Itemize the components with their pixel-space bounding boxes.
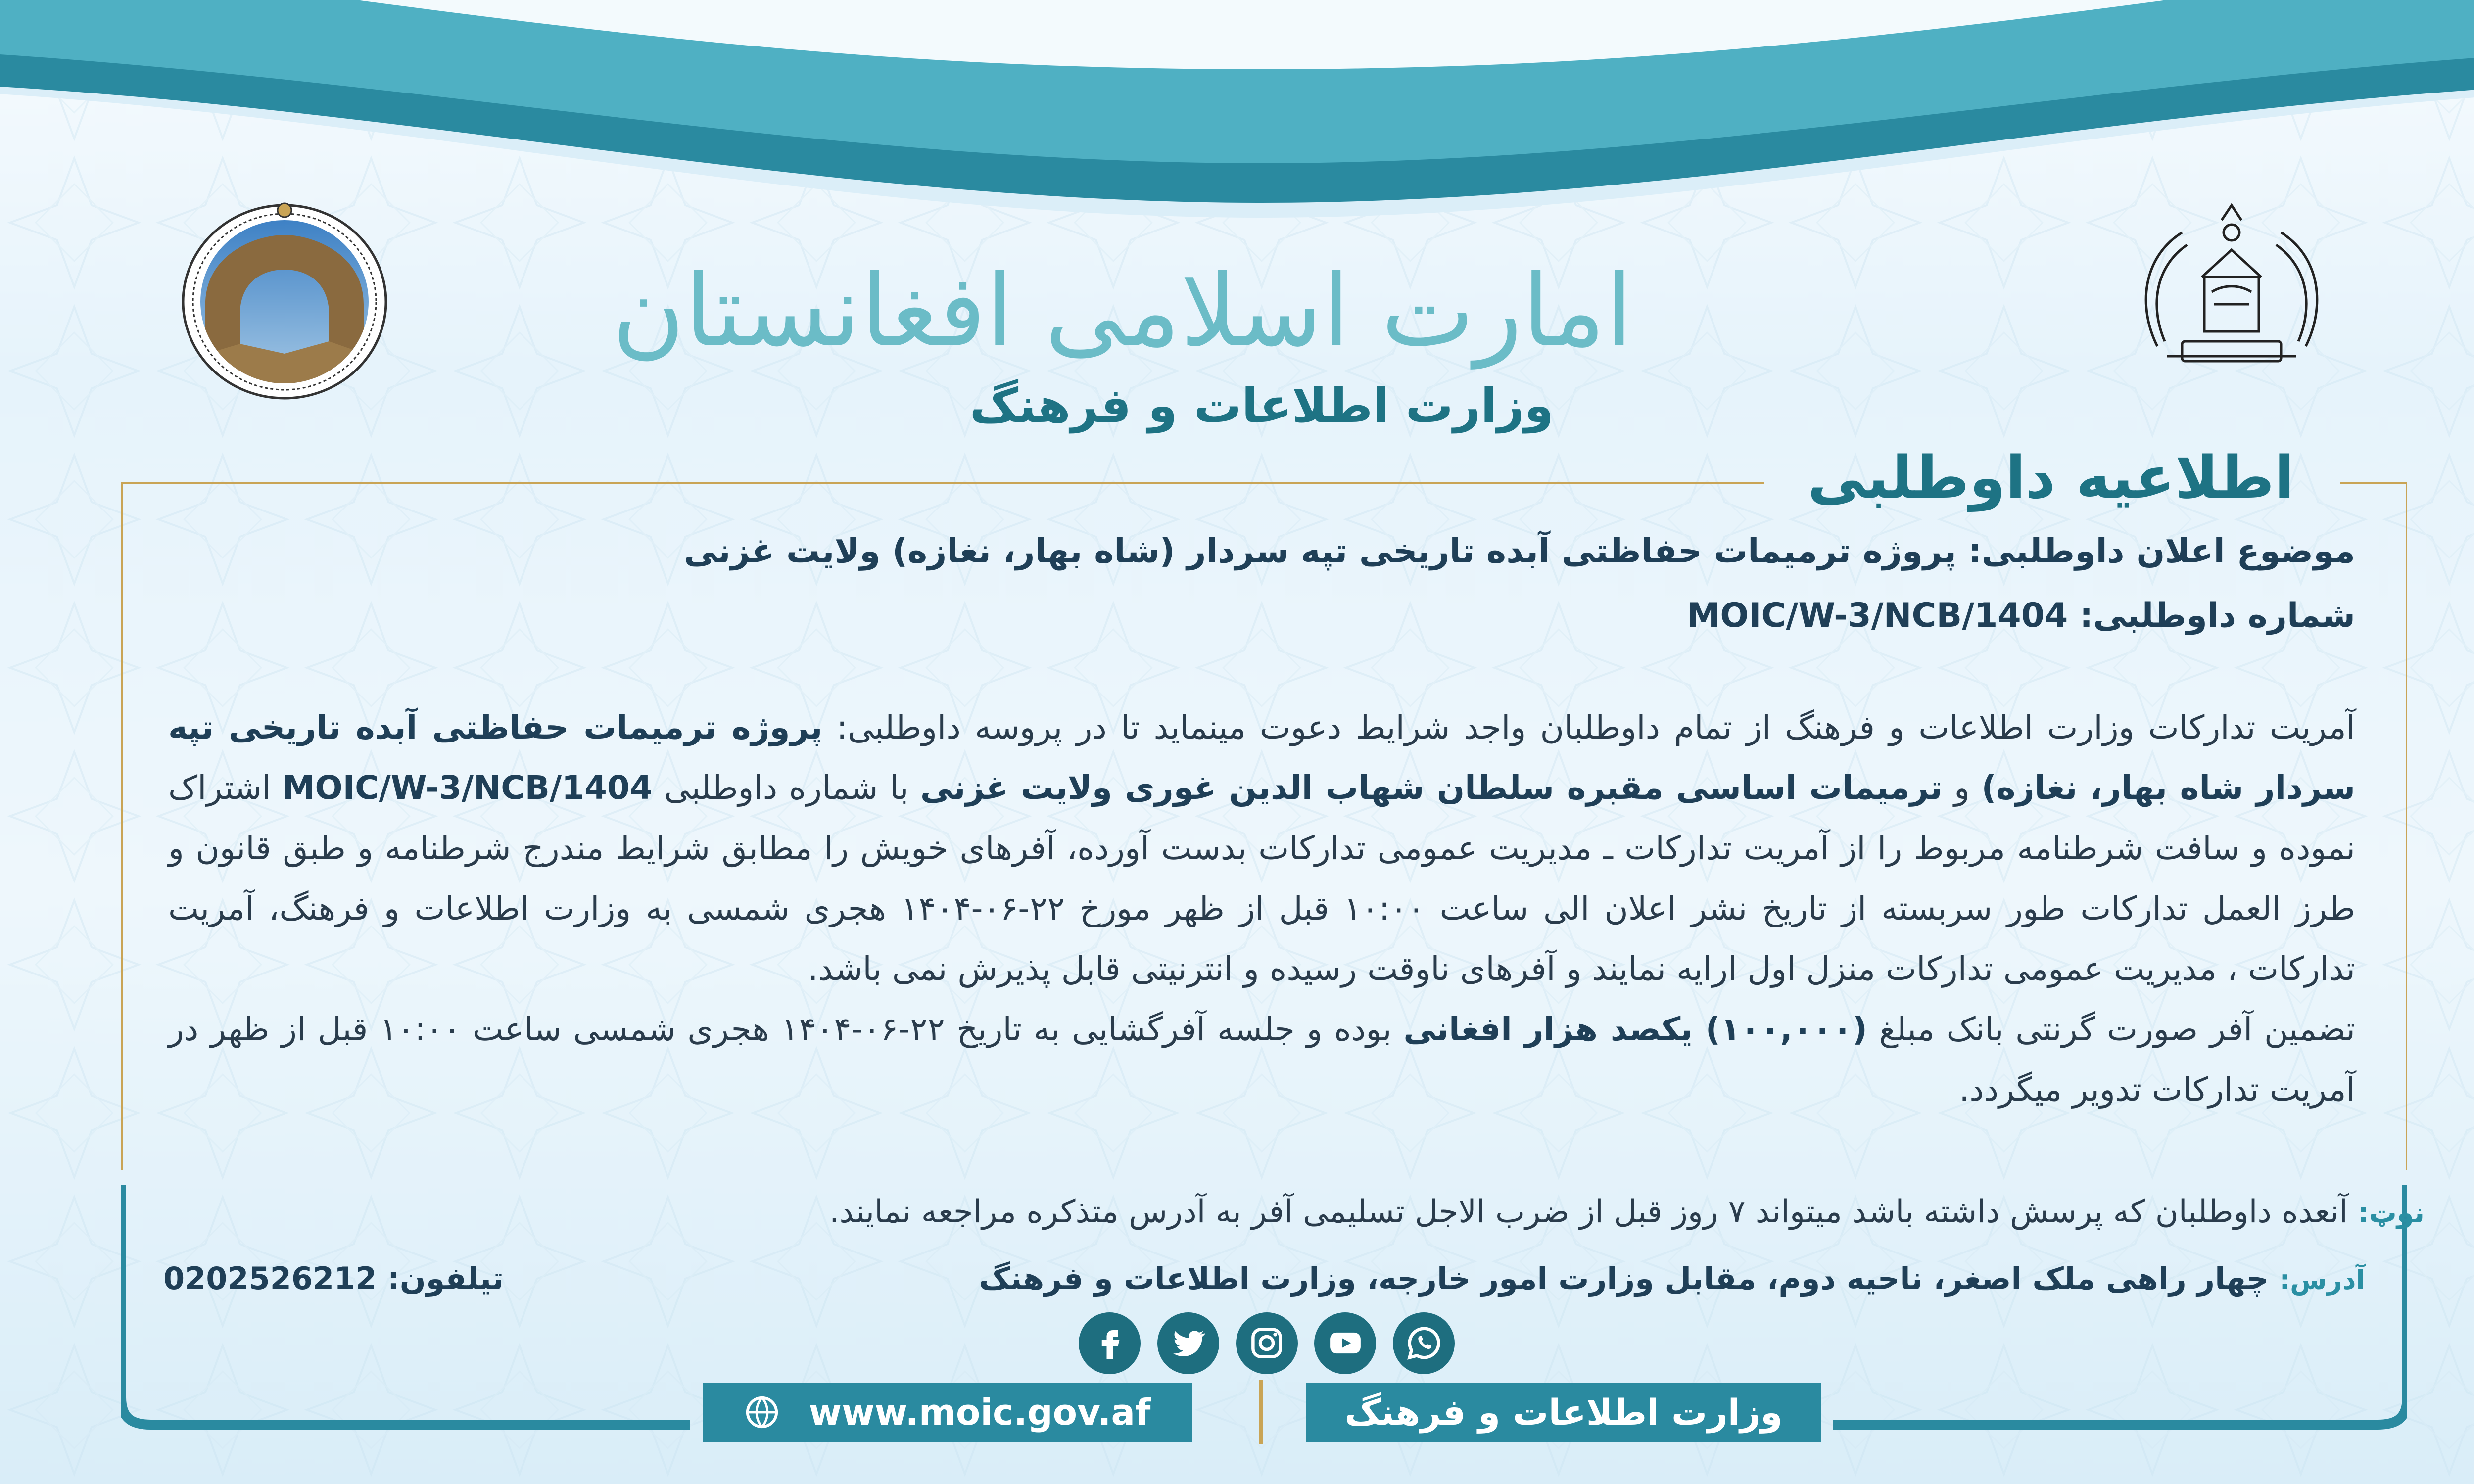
tender-number-value: MOIC/W-3/NCB/1404 — [1686, 596, 2068, 635]
website-url[interactable]: www.moic.gov.af — [809, 1391, 1151, 1433]
historic-arch-seal-icon — [171, 195, 398, 403]
phone-value: 0202526212 — [163, 1260, 377, 1297]
address-label: آدرس: — [2279, 1264, 2365, 1296]
instagram-icon — [1247, 1324, 1286, 1362]
phone-line — [163, 1249, 609, 1308]
emirate-calligraphy-title: امارت اسلامی افغانستان — [612, 254, 1633, 369]
whatsapp-icon — [1405, 1324, 1443, 1362]
subject-text: پروژه ترمیمات حفاظتی آبده تاریخی تپه سردار (شاه بهار، نغازه) ولایت غزنی — [684, 532, 1956, 571]
body-p2-intro: تضمین آفر صورت گرنتی بانک مبلغ — [1879, 1010, 2355, 1048]
note-line — [346, 1182, 2425, 1242]
whatsapp-link[interactable] — [1393, 1312, 1455, 1374]
footer-ministry-bar — [1306, 1383, 1821, 1442]
ministry-title: وزارت اطلاعات و فرهنگ — [969, 378, 1554, 433]
body-p1-details: اشتراک نموده و سافت شرطنامه مربوط را از آمریت تدارکات ـ مدیریت عمومی تدارکات بدست آورده، آفرهای خویش را مطابق شرایط مندرج شرطنامه و طبق قانون و طرز العمل تدارکات طور سربسته از تاریخ نشر اعلان الی ساعت ۱۰:۰۰ قبل از ظهر مورخ ۲۲-۰۶-۱۴۰۴ هجری شمسی به وزارت اطلاعات و فرهنگ، آمریت تدارکات ، مدیریت عمومی تدارکات منزل اول ارایه نمایند و آفرهای ناوقت رسیده و انترنیتی قابل پذیرش نمی باشد. — [168, 769, 2355, 988]
footer-ministry-name: وزارت اطلاعات و فرهنگ — [1344, 1391, 1783, 1433]
website-bar[interactable] — [703, 1383, 1192, 1442]
tender-number-line — [1385, 584, 2355, 648]
instagram-link[interactable] — [1236, 1312, 1298, 1374]
youtube-link[interactable] — [1314, 1312, 1376, 1374]
announcement-title: اطلاعیه داوطلبی — [1808, 443, 2294, 511]
note-text: آنعده داوطلبان که پرسش داشته باشد میتواند ۷ روز قبل از ضرب الاجل تسلیمی آفر به آدرس متذکره مراجعه نمایند. — [829, 1194, 2348, 1230]
body-p1-project-2: ترمیمات اساسی مقبره سلطان شهاب الدین غوری ولایت غزنی — [920, 769, 1943, 807]
address-line — [940, 1249, 2365, 1308]
tender-number-label: شماره داوطلبی: — [2080, 596, 2355, 635]
body-p2-details: بوده و جلسه آفرگشایی به تاریخ ۲۲-۰۶-۱۴۰۴ هجری شمسی ساعت ۱۰:۰۰ قبل از ظهر در آمریت تدارکات تدویر میگردد. — [168, 1010, 2355, 1109]
address-text: چهار راهی ملک اصغر، ناحیه دوم، مقابل وزارت امور خارجه، وزارت اطلاعات و فرهنگ — [979, 1260, 2269, 1297]
twitter-link[interactable] — [1157, 1312, 1219, 1374]
subject-label: موضوع اعلان داوطلبی: — [1968, 532, 2355, 571]
youtube-icon — [1326, 1324, 1365, 1362]
globe-icon — [745, 1395, 779, 1430]
body-p2-amount: (۱۰۰,۰۰۰) یکصد هزار افغانی — [1403, 1010, 1867, 1048]
facebook-icon — [1091, 1324, 1129, 1362]
body-p1-and: و — [1954, 769, 1970, 807]
note-label: نوټ: — [2358, 1197, 2425, 1229]
subject-line — [684, 519, 2355, 584]
footer-divider — [1259, 1380, 1263, 1444]
emirate-emblem-icon — [2128, 198, 2335, 406]
facebook-link[interactable] — [1079, 1312, 1141, 1374]
body-p1-code: MOIC/W-3/NCB/1404 — [282, 769, 653, 807]
phone-label: تیلفون: — [387, 1260, 504, 1297]
body-p1-with-number: با شماره داوطلبی — [664, 769, 909, 807]
social-links — [1079, 1311, 1455, 1375]
body-p1-project-1: پروژه ترمیمات حفاظتی آبده تاریخی تپه سردار شاه بهار، نغازه) — [168, 708, 2355, 807]
body-p1-intro: آمریت تدارکات وزارت اطلاعات و فرهنگ از تمام داوطلبان واجد شرایط دعوت مینماید تا در پروسه داوطلبی: — [836, 708, 2356, 746]
announcement-body — [168, 697, 2355, 1182]
twitter-icon — [1169, 1324, 1207, 1362]
